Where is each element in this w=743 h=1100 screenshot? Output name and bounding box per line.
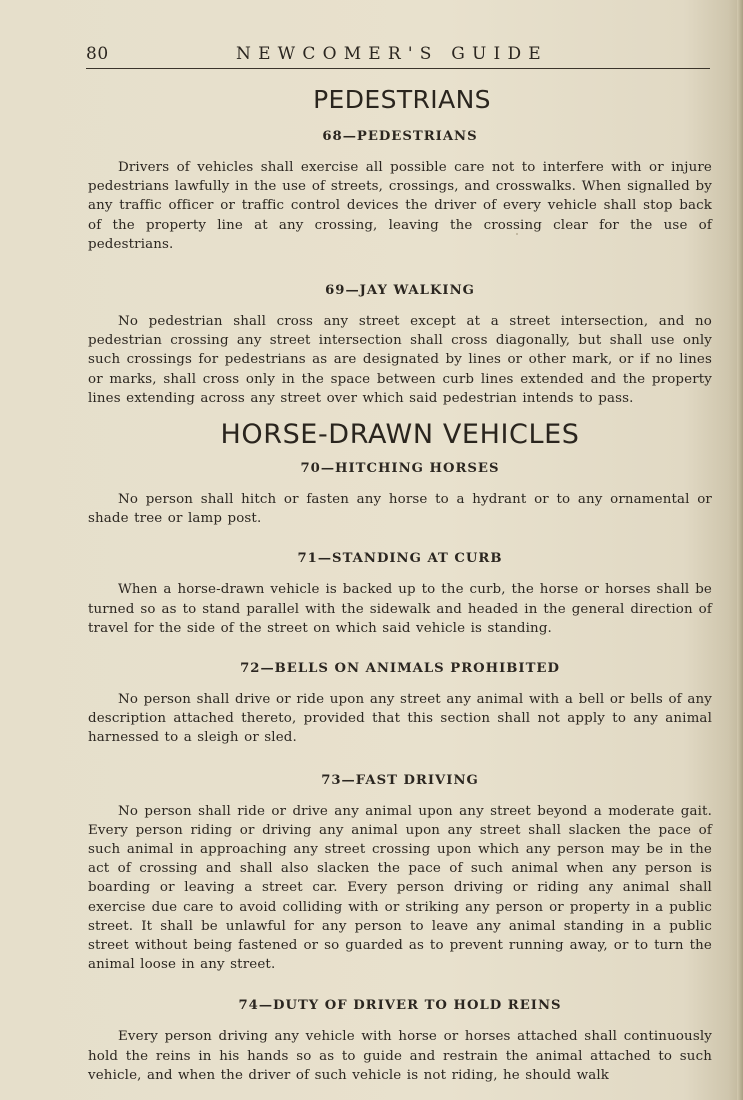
section-heading-68: 68—PEDESTRIANS — [322, 129, 478, 144]
section-text-68: Drivers of vehicles shall exercise all possible care not to interfere with or injure pedestrians lawfully in the use of streets, crossings, and crosswalks. When signalled by any traffic officer or traffic control devices the driver of every vehicle shall stop back of the property line at any crossing, leaving the crossing clear for the use of pedestrians. — [88, 160, 712, 252]
chapter-title-pedestrians: PEDESTRIANS — [313, 85, 491, 114]
section-text-74: Every person driving any vehicle with horse or horses attached shall continuously hold the reins in his hands so as to guide and restrain the animal attached to such vehicle, and when the driver of such vehicle is not riding, he should walk — [88, 1029, 712, 1083]
page-number: 80 — [86, 44, 109, 64]
section-heading-74: 74—DUTY OF DRIVER TO HOLD REINS — [238, 998, 562, 1014]
paper-speck — [516, 233, 518, 235]
section-text-72: No person shall drive or ride upon any street any animal with a bell or bells of any description attached thereto, provided that this section shall not apply to any animal harnessed to a sleigh or sled. — [88, 692, 712, 746]
running-title: NEWCOMER'S GUIDE — [236, 44, 548, 64]
section-heading-70: 70—HITCHING HORSES — [300, 461, 500, 477]
section-text-69: No pedestrian shall cross any street except at a street intersection, and no pedestrian crossing any street intersection shall cross diagonally, but shall use only such crossings for pedestrians as are designated by lines or other mark, or if no lines or marks, shall cross only in the space between curb lines extended and the property lines extending across any street over which said pedestrian intends to pass. — [88, 314, 712, 406]
section-heading-72: 72—BELLS ON ANIMALS PROHIBITED — [240, 661, 560, 677]
section-heading-69: 69—JAY WALKING — [325, 283, 475, 299]
section-text-73: No person shall ride or drive any animal upon any street beyond a moderate gait. Every person riding or driving any animal upon any street shall slacken the pace of such animal in approaching any street crossing upon which any person may be in the act of crossing and shall also slacken the pace of such animal when any person is boarding or leaving a street car. Every person driving or riding any animal shall exercise due care to avoid colliding with or striking any person or property in a public street. It shall be unlawful for any person to leave any animal standing in a public street without being fastened or so guarded as to prevent running away, or to turn the animal loose in any street. — [88, 803, 712, 973]
page-header — [86, 44, 708, 68]
section-heading-71: 71—STANDING AT CURB — [297, 551, 503, 567]
section-heading-73: 73—FAST DRIVING — [321, 772, 479, 788]
section-text-71: When a horse-drawn vehicle is backed up to the curb, the horse or horses shall be turned so as to stand parallel with the sidewalk and headed in the general direction of travel for the side of the street on which said vehicle is standing. — [88, 582, 712, 636]
section-text-70: No person shall hitch or fasten any horse to a hydrant or to any ornamental or shade tree or lamp post. — [88, 492, 712, 527]
page-edge-shadow — [737, 0, 743, 1100]
chapter-title-horse-drawn-vehicles: HORSE-DRAWN VEHICLES — [220, 419, 580, 451]
header-rule — [86, 68, 710, 69]
page-body — [88, 80, 712, 1085]
